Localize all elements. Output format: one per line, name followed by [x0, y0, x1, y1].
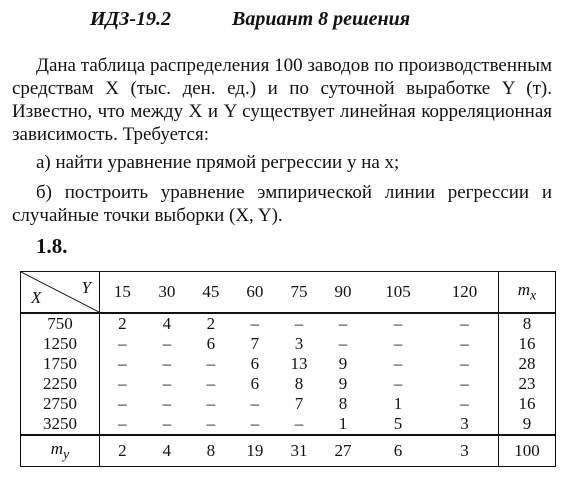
row-mx-value: 16 — [499, 334, 556, 354]
frequency-cell: 9 — [338, 354, 348, 373]
table-header-row — [21, 272, 556, 314]
frequency-cell: – — [162, 334, 172, 353]
frequency-cell: – — [118, 354, 127, 373]
footer-total: 100 — [499, 435, 556, 467]
frequency-cell: 2 — [118, 314, 127, 333]
frequency-cell: 4 — [162, 314, 172, 333]
frequency-cell: – — [460, 354, 469, 373]
frequency-cell: – — [393, 354, 403, 373]
corner-x-label: X — [31, 288, 42, 307]
frequency-cell: 6 — [250, 374, 260, 393]
footer-my — [21, 435, 100, 467]
header-y-value: 30 — [145, 272, 189, 314]
table-row — [21, 394, 556, 414]
frequency-cell: 8 — [338, 394, 348, 413]
my-subscript: y — [62, 446, 70, 463]
footer-my-value: 3 — [431, 435, 498, 467]
header-y-value: 60 — [233, 272, 277, 314]
frequency-cell: – — [294, 414, 304, 433]
row-x-value: 2250 — [21, 374, 100, 394]
frequency-cell: – — [250, 414, 260, 433]
frequency-cell: – — [206, 394, 216, 413]
frequency-cell: – — [118, 394, 127, 413]
assignment-code: ИДЗ-19.2 — [90, 8, 172, 30]
corner-cell — [21, 272, 100, 314]
header-y-value: 15 — [100, 272, 145, 314]
frequency-cell: 8 — [294, 374, 304, 393]
frequency-cell: 3 — [294, 334, 304, 353]
table-row — [21, 313, 556, 334]
row-x-value: 3250 — [21, 414, 100, 435]
frequency-cell: – — [206, 414, 216, 433]
frequency-cell: – — [393, 314, 403, 333]
table-row — [21, 374, 556, 394]
header-y-value: 105 — [365, 272, 431, 314]
frequency-cell: – — [118, 334, 127, 353]
my-label: m — [50, 438, 63, 458]
header-y-value: 120 — [431, 272, 498, 314]
task-item-b: б) построить уравнение эмпирической линии регрессии и случайные точки выборки (X, Y). — [12, 182, 552, 226]
footer-my-value: 31 — [277, 435, 321, 467]
mx-label: m — [517, 279, 530, 299]
frequency-cell: 5 — [393, 414, 403, 433]
header-y-value: 75 — [277, 272, 321, 314]
frequency-cell: – — [118, 374, 127, 393]
row-x-value: 1750 — [21, 354, 100, 374]
row-mx-value: 28 — [499, 354, 556, 374]
frequency-cell: 1 — [393, 394, 403, 413]
task-statement: Дана таблица распределения 100 заводов по производственным средствам X (тыс. ден. ед.) и по суточной выработке Y (т). Известно, что между X и Y существует линейная корреляционная зависимость. Требуется: — [12, 55, 552, 145]
section-number: 1.8. — [36, 234, 68, 258]
document-header — [90, 8, 510, 34]
footer-my-value: 6 — [365, 435, 431, 467]
corner-y-label: Y — [81, 278, 91, 297]
frequency-cell: – — [162, 394, 172, 413]
footer-my-value: 4 — [145, 435, 189, 467]
frequency-cell: – — [393, 374, 403, 393]
frequency-cell: – — [460, 394, 469, 413]
frequency-cell: 1 — [338, 414, 348, 433]
table-row — [21, 414, 556, 435]
header-y-value: 45 — [189, 272, 233, 314]
mx-subscript: x — [529, 287, 537, 304]
row-x-value: 1250 — [21, 334, 100, 354]
frequency-cell: – — [294, 314, 304, 333]
frequency-cell: – — [206, 354, 216, 373]
row-x-value: 2750 — [21, 394, 100, 414]
frequency-cell: – — [338, 334, 348, 353]
footer-my-value: 8 — [189, 435, 233, 467]
frequency-cell: – — [250, 314, 260, 333]
frequency-cell: 9 — [338, 374, 348, 393]
header-mx — [499, 272, 556, 314]
distribution-table — [20, 271, 556, 467]
frequency-cell: 3 — [460, 414, 469, 433]
row-mx-value: 16 — [499, 394, 556, 414]
table-footer-row — [21, 435, 556, 467]
frequency-cell: – — [460, 374, 469, 393]
row-x-value: 750 — [21, 313, 100, 334]
frequency-cell: 13 — [290, 354, 308, 373]
frequency-cell: 6 — [206, 334, 216, 353]
table-row — [21, 334, 556, 354]
frequency-cell: 6 — [250, 354, 260, 373]
frequency-cell: – — [162, 374, 172, 393]
variant-title: Вариант 8 решения — [232, 8, 411, 30]
frequency-cell: – — [460, 334, 469, 353]
footer-my-value: 2 — [100, 435, 145, 467]
frequency-cell: – — [118, 414, 127, 433]
task-item-a: а) найти уравнение прямой регрессии y на x; — [36, 152, 400, 173]
row-mx-value: 8 — [499, 313, 556, 334]
frequency-cell: 2 — [206, 314, 216, 333]
frequency-cell: – — [393, 334, 403, 353]
footer-my-value: 27 — [321, 435, 365, 467]
table-row — [21, 354, 556, 374]
row-mx-value: 23 — [499, 374, 556, 394]
frequency-cell: – — [162, 354, 172, 373]
frequency-cell: – — [250, 394, 260, 413]
header-y-value: 90 — [321, 272, 365, 314]
frequency-cell: 7 — [250, 334, 260, 353]
frequency-cell: – — [338, 314, 348, 333]
frequency-cell: 7 — [294, 394, 304, 413]
frequency-cell: – — [162, 414, 172, 433]
frequency-cell: – — [206, 374, 216, 393]
footer-my-value: 19 — [233, 435, 277, 467]
row-mx-value: 9 — [499, 414, 556, 435]
frequency-cell: – — [460, 314, 469, 333]
